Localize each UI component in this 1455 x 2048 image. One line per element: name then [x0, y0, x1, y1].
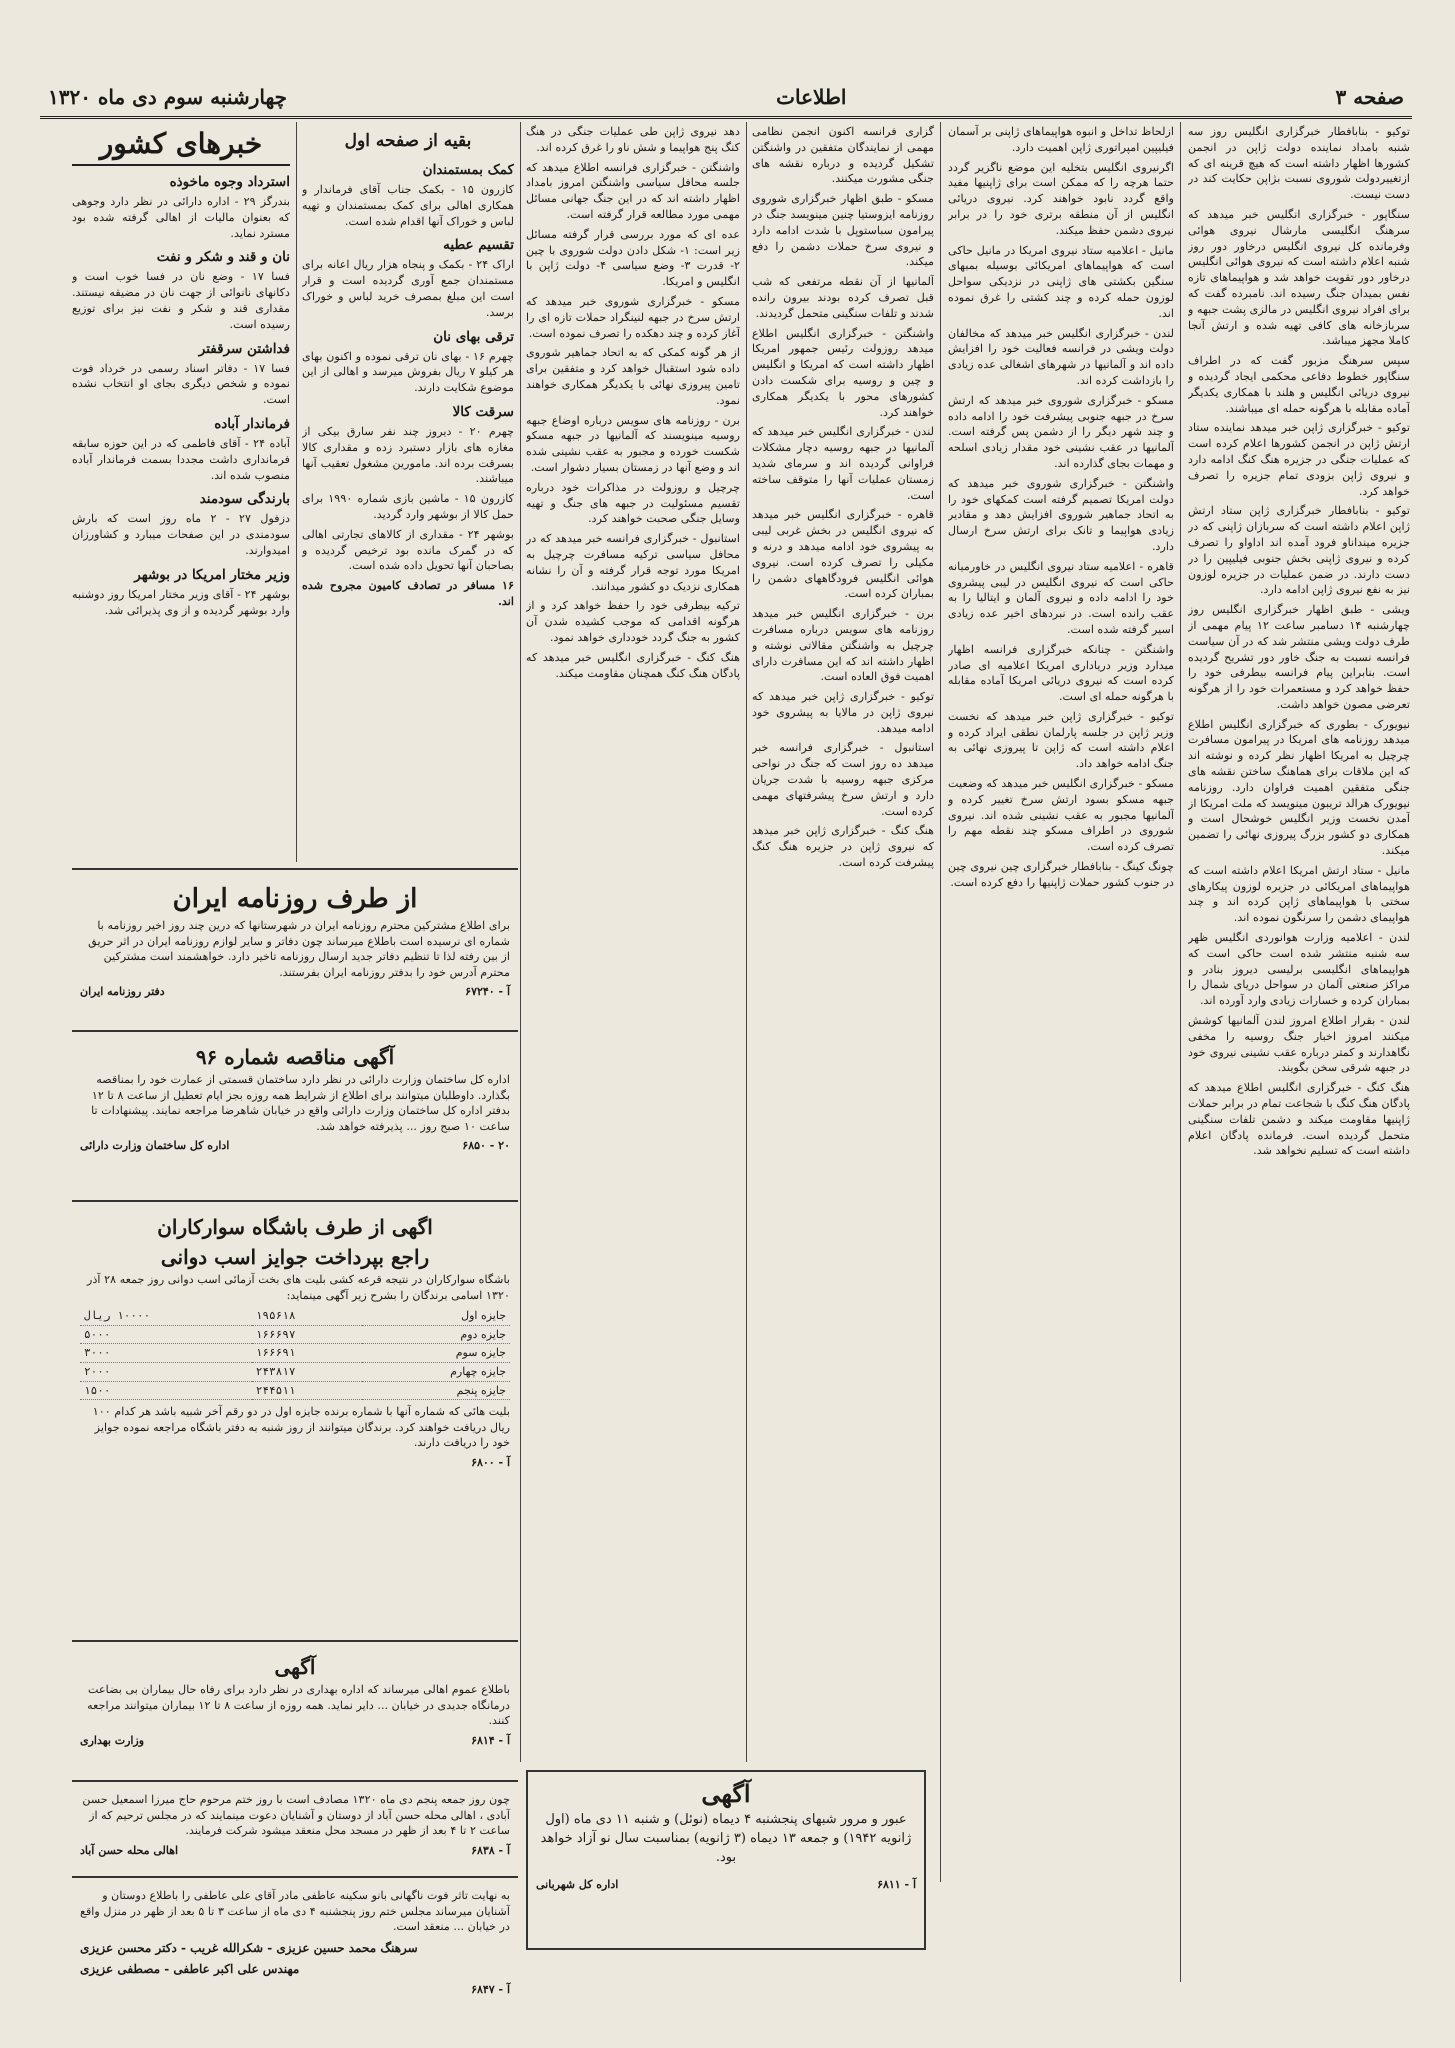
- notice-footer: [80, 984, 510, 1000]
- notice-footer: [80, 1138, 510, 1154]
- news-item: چرچیل و روزولت در مذاکرات خود درباره تقسیم مسئولیت در جبهه های جنگ و تهیه وسایل جنگی صحبت خواهند کرد.: [526, 480, 740, 526]
- sub-heading: سرقت کالا: [452, 403, 514, 420]
- section-divider: [72, 1200, 518, 1202]
- news-item: نیویورک - بطوری که خبرگزاری انگلیس اطلاع میدهد روزنامه های امریکا در پیرامون مسافرت چرچیل به امریکا اظهار نظر کرده و نوشته اند که این ملاقات برای هماهنگ ساختن نقشه های جنگی متفقین اهمیت فراوان دارد. روزنامه نیویورک هرالد تریبون مینویسد که ملت امریکا از آمدن نخست وزیر انگلیس خوشحال است و همکاری دو کشور بزرگ پیروزی نهائی را تضمین میکند.: [1188, 717, 1410, 858]
- notice-code: آ - ۶۸۳۸: [471, 1843, 510, 1857]
- news-item: هنگ کنگ - خبرگزاری انگلیس خبر میدهد که پادگان هنگ کنگ همچنان مقاومت میکند.: [526, 650, 740, 680]
- section-heading: بقیه از صفحه اول: [344, 131, 472, 151]
- sub-heading: ترقی بهای نان: [433, 328, 514, 345]
- notice-signature: اداره کل ساختمان وزارت دارائی: [80, 1139, 230, 1153]
- news-item: بوشهر ۲۴ - آقای وزیر مختار امریکا روز دوشنبه وارد بوشهر گردیده و از وی پذیرائی شد.: [72, 587, 290, 617]
- paper-name: اطلاعات: [776, 85, 847, 109]
- table-row: [80, 1307, 510, 1325]
- page-number: صفحه ۳: [1335, 85, 1404, 109]
- news-item: برن - روزنامه های سویس درباره اوضاع جبهه روسیه مینویسند که آلمانیها در جبهه مسکو شکست خورده و مجبور به عقب نشینی شده اند و وضع آنها در زمستان بسیار دشوار است.: [526, 413, 740, 474]
- news-item: توکیو - خبرگزاری ژاپن خبر میدهد که نخست وزیر ژاپن در جلسه پارلمان نطقی ایراد کرده و اعلام داشته است که ژاپن تا پیروزی نهائی به جنگ ادامه خواهد داد.: [948, 709, 1174, 771]
- news-item: ازلحاظ تداخل و انبوه هواپیماهای ژاپنی بر آسمان فیلیپین امپراتوری ژاپن اهمیت دارد.: [948, 125, 1174, 154]
- table-row: [80, 1362, 510, 1381]
- news-item: چونگ کینگ - بنابافطار خبرگزاری چین نیروی چین در جنوب کشور حملات ژاپنیها را دفع کرده است.: [948, 860, 1174, 889]
- prize-label: جایزه چهارم: [362, 1362, 510, 1381]
- notice-signature: اهالی محله حسن آباد: [80, 1843, 179, 1857]
- ticket-number: ۲۴۳۸۱۷: [252, 1362, 362, 1381]
- column-divider: [940, 122, 941, 1882]
- notice-code: ۲۰ - ۶۸۵۰: [462, 1139, 510, 1153]
- news-item: هنگ کنگ - خبرگزاری انگلیس اطلاع میدهد که پادگان هنگ کنگ با شجاعت تمام در برابر حملات ژاپنیها مقاومت میکند و دشمن تلفات سنگینی متحمل گردیده است. فرمانده پادگان اعلام داشته است که تسلیم نخواهد شد.: [1188, 1081, 1410, 1158]
- prize-table: [80, 1307, 510, 1400]
- news-item: مسکو - خبرگزاری انگلیس خبر میدهد که وضعیت جبهه مسکو بسود ارتش سرخ تغییر کرده و آلمانیها مجبور به عقب نشینی شده اند. نیروی شوروی در اطراف مسکو چند نقطه مهم را تصرف کرده است.: [948, 777, 1174, 854]
- news-item: آباده ۲۴ - آقای فاطمی که در این حوزه سابقه فرمانداری داشت مجددا بسمت فرماندار آباده منصوب شده اند.: [72, 436, 290, 482]
- news-item: اراک ۲۴ - بکمک و پنجاه هزار ریال اعانه برای مستمندان جمع آوری گردیده است و قرار است این مبلغ بمصرف خرید لباس و خوراک برسد.: [302, 258, 514, 319]
- notice-code: آ - ۶۸۱۴: [471, 1733, 510, 1747]
- sub-heading: نان و قند و شکر و نفت: [156, 249, 290, 266]
- prize-label: جایزه پنجم: [362, 1381, 510, 1400]
- notice-title: آگهی: [274, 1655, 316, 1679]
- news-item: آلمانیها از آن نقطه مرتفعی که شب قبل تصرف کرده بودند بیرون رانده شدند و تلفات سنگینی متحمل گردیدند.: [752, 275, 934, 320]
- news-item: مسکو - طبق اظهار خبرگزاری شوروی روزنامه ایزوستیا چنین مینویسد جنگ در پیرامون سباستوپل با شدت ادامه دارد و نیروی سرخ حملات دشمن را دفع میکند.: [752, 192, 934, 269]
- sub-heading: کمک بمستمندان: [422, 162, 514, 178]
- section-title: خبرهای کشور: [72, 124, 290, 166]
- horse-racing-notice: [72, 1206, 518, 1636]
- prize-amount: ۳۰۰۰: [80, 1344, 252, 1363]
- prize-label: جایزه دوم: [362, 1325, 510, 1344]
- notice-body: برای اطلاع مشترکین محترم روزنامه ایران در شهرستانها که درین چند روز اخیر روزنامه با شماره ای نرسیده است باطلاع میرساند چون دفاتر و سایر لوازم روزنامه ایران در اثر حریق از بین رفته لذا تا تنظیم دفاتر جدید ارسال روزنامه تاخیر دارد. خواهشمند است مشترکین محترم آدرس خود را بدفتر روزنامه ایران بفرستند.: [88, 919, 510, 979]
- news-item: گزاری فرانسه اکنون انجمن نظامی مهمی از نمایندگان متفقین در واشنگتن تشکیل گردیده و درباره نقشه های جنگی مشورت میکنند.: [752, 125, 934, 186]
- news-column-1: [1188, 124, 1410, 2014]
- notice-title: اگهی از طرف باشگاه سوارکاران: [157, 1215, 433, 1239]
- news-item: دهد نیروی ژاپن طی عملیات جنگی در هنگ کنگ پنج هواپیما و شش ناو را غرق کرده اند.: [526, 125, 740, 154]
- memorial-announcement: [72, 1786, 518, 1872]
- news-item: کازرون ۱۵ - بکمک جناب آقای فرماندار و همکاری اهالی برای کمک بمستمندان و تهیه لباس و خوراک آنها اقدام شده است.: [302, 183, 514, 228]
- ticket-number: ۱۹۵۶۱۸: [252, 1307, 362, 1325]
- ticket-number: ۱۶۶۶۹۱: [252, 1344, 362, 1363]
- news-item: استانبول - خبرگزاری فرانسه خبر میدهد که در محافل سیاسی ترکیه مسافرت چرچیل به امریکا مورد توجه قرار گرفته و آن را نشانه همکاری نزدیک دو کشور میدانند.: [526, 532, 740, 593]
- health-announcement: [72, 1646, 518, 1776]
- tender-notice: [72, 1036, 518, 1196]
- news-item: واشنگتن - خبرگزاری فرانسه اطلاع میدهد که جلسه محافل سیاسی واشنگتن امروز بامداد اظهار داشته اند که در این جنگ جهانی مسائل مهمی مورد مطالعه قرار گرفته است.: [526, 160, 740, 221]
- sub-heading: بارندگی سودمند: [199, 491, 290, 508]
- news-column-6: [72, 124, 290, 864]
- notice-signature: سرهنگ محمد حسین عزیزی - شکرالله غریب - دکتر محسن عزیزی: [80, 1940, 418, 1955]
- news-column-4: [526, 124, 740, 1754]
- prize-label: جایزه اول: [362, 1307, 510, 1325]
- column-divider: [520, 122, 521, 1762]
- news-item: واشنگتن - خبرگزاری شوروی خبر میدهد که دولت امریکا تصمیم گرفته است کمکهای خود را به اتحاد جماهیر شوروی افزایش دهد و مقادیر زیادی هواپیما و تانک برای ارتش سرخ ارسال دارد.: [948, 476, 1174, 553]
- news-item: فسا ۱۷ - دفاتر اسناد رسمی در خرداد فوت نموده و شخص دیگری بجای او انتخاب نشده است.: [72, 361, 290, 407]
- notice-body: عبور و مرور شبهای پنجشنبه ۴ دیماه (نوئل) و شنبه ۱۱ دی ماه (اول ژانویه ۱۹۴۲) و جمعه ۱۳ دیماه (۳ ژانویه) بمناسبت سال نو آزاد خواهد بود.: [540, 1812, 912, 1865]
- masthead: [40, 78, 1412, 119]
- column-divider: [1180, 122, 1181, 1982]
- notice-code: آ - ۶۸۰۰: [471, 1455, 510, 1469]
- news-item: چهرم ۲۰ - دیروز چند نفر سارق بیکی از مغازه های بازار دستبرد زده و مقداری کالا بسرقت برده اند. مامورین مشغول تعقیب آنها میباشند.: [302, 424, 514, 486]
- notice-footer: [80, 1982, 510, 1998]
- section-divider: [72, 1640, 518, 1642]
- notice-intro: باشگاه سوارکاران در نتیجه قرعه کشی بلیت های بخت آزمائی اسب دوانی روز جمعه ۲۸ آذر ۱۳۲۰ اسامی برندگان را بشرح زیر آگهی مینماید:: [87, 1273, 510, 1302]
- news-item: واشنگتن - خبرگزاری انگلیس اطلاع میدهد روزولت رئیس جمهور امریکا اظهار داشته است که امریکا و انگلیس و چین و روسیه برای شکست دادن کشورهای محور با یکدیگر همکاری خواهند کرد.: [752, 326, 934, 419]
- column-divider: [746, 122, 747, 1762]
- sub-heading: استرداد وجوه ماخوذه: [169, 174, 290, 190]
- news-column-3: [752, 124, 934, 1754]
- news-item: توکیو - بنابافطار خبرگزاری انگلیس روز سه شنبه بامداد نماینده دولت ژاپن در انجمن کشورها اظهار داشته است که هیچ قرینه ای که ازتغییردولت شوروی نسبت بژاپن حکایت کند در دست نیست.: [1188, 125, 1410, 202]
- news-item: کازرون ۱۵ - ماشین بازی شماره ۱۹۹۰ برای حمل کالا از بوشهر وارد گردید.: [302, 492, 514, 521]
- news-item: استانبول - خبرگزاری فرانسه خبر میدهد ده روز است که جنگ در نواحی مرکزی جبهه روسیه با شدت جریان دارد و ارتش سرخ پیشرفتهای مهمی کرده است.: [752, 741, 934, 818]
- news-item: هنگ کنگ - خبرگزاری ژاپن خبر میدهد که نیروی ژاپن در جزیره هنگ کنگ پیشرفت کرده است.: [752, 824, 934, 870]
- notice-body: بلیت هائی که شماره آنها با شماره برنده جایزه اول در دو رقم آخر شبیه باشد هر کدام ۱۰۰ ریال دریافت خواهند کرد. برندگان میتوانند از روز شنبه به دفتر باشگاه مراجعه نموده جوایز خود را دریافت دارند.: [92, 1405, 510, 1450]
- news-item: توکیو - بنابافطار خبرگزاری ژاپن ستاد ارتش ژاپن اعلام داشته است که سربازان ژاپنی که در جزیره مینداناو فرود آمده اند اداواو را تصرف کرده و نیروی ژاپنی بخش جنوبی فیلیپین را در دست دارند. در ضمن عملیات در جزیره لوزون نیز به نفع نیروی ژاپن ادامه دارد.: [1188, 504, 1410, 597]
- ticket-number: ۲۴۴۵۱۱: [252, 1381, 362, 1400]
- sub-heading: فرماندار آباده: [214, 415, 290, 432]
- news-item: سنگاپور - خبرگزاری انگلیس خبر میدهد که سرهنگ انگلیسی مارشال نیروی هوائی وفرمانده کل نیروی انگلیس درخاور دور روز شنبه اعلام داشته است که نیروی هوائی انگلیس درخاور دور تقویت خواهد شد و هواپیماهای تازه نفس بمیدان جنگ رسیده اند. نامبرده گفت که برای افراد نیروی انگلیس در مالزی پشت جبهه و سربازخانه های کافی تهیه شده و ارتش آنجا کاملا مجهز میباشد.: [1188, 207, 1410, 348]
- news-item: بوشهر ۲۴ - مقداری از کالاهای تجارتی اهالی که در گمرک مانده بود ترخیص گردیده و بصاحبان آنها تحویل داده شده است.: [302, 527, 514, 573]
- notice-body: چون روز جمعه پنجم دی ماه ۱۳۲۰ مصادف است با روز ختم مرحوم حاج میرزا اسمعیل حسن آبادی ، اهالی محله حسن آباد از دوستان و آشنایان دعوت مینمایند که در مجلس ترحیم که از ساعت ۲ تا ۴ بعد از ظهر در مسجد محل منعقد میشود شرکت فرمایند.: [82, 1793, 510, 1838]
- notice-code: آ - ۶۸۱۱: [877, 1878, 916, 1891]
- issue-date: چهارشنبه سوم دی ماه ۱۳۲۰: [48, 85, 288, 109]
- notice-footer: [536, 1877, 916, 1893]
- news-item: عده ای که مورد بررسی قرار گرفته مسائل زیر است: ۱- شکل دادن دولت شوروی با چین ۲- قدرت ۳- وضع سیاسی ۴- دولت ژاپن با انگلیس و امریکا.: [526, 227, 740, 289]
- prize-amount: ۱۰۰۰۰ ریال: [80, 1307, 252, 1325]
- sub-heading: وزیر مختار امریکا در بوشهر: [134, 566, 290, 583]
- table-row: [80, 1344, 510, 1363]
- news-column-5: [302, 124, 514, 864]
- news-item: فسا ۱۷ - وضع نان در فسا خوب است و دکانهای نانوائی از جهت نان در مضیقه نیستند. مقداری قند و شکر و نفت نیز برای توزیع رسیده است.: [72, 270, 290, 331]
- prize-amount: ۵۰۰۰: [80, 1325, 252, 1344]
- news-item: ویشی - طبق اظهار خبرگزاری انگلیس روز چهارشنبه ۱۴ دسامبر ساعت ۱۲ پیام مهمی از طرف دولت ویشی منتشر شد که در آن سیاست فرانسه نسبت به جنگ خاور دور تشریح گردیده است. بنابراین پیام فرانسه بیطرفی خود را حفظ خواهد کرد و مستعمرات خود را از هرگونه تعرضی مصون خواهد داشت.: [1188, 603, 1410, 711]
- notice-body: اداره کل ساختمان وزارت دارائی در نظر دارد ساختمان قسمتی از عمارت خود را بمناقصه بگذارد. داوطلبان میتوانند برای اطلاع از شرایط همه روزه بجز ایام تعطیل از ساعت ۸ تا ۱۲ بدفتر اداره کل ساختمان وزارت دارائی واقع در خیابان شاهرضا مراجعه نمایند. پیشنهادات تا ساعت ۱۰ صبح روز ... پذیرفته خواهد شد.: [91, 1073, 510, 1133]
- section-divider: [72, 1780, 518, 1782]
- notice-signature: دفتر روزنامه ایران: [80, 985, 165, 999]
- news-item: سپس سرهنگ مزبور گفت که در اطراف سنگاپور خطوط دفاعی محکمی ایجاد گردیده و نیروی دریائی انگلیس و هلند با همکاری یکدیگر آماده مقابله با هرگونه حمله ای میباشند.: [1188, 354, 1410, 415]
- sub-heading: تقسیم عطیه: [443, 237, 514, 254]
- column-divider: [296, 122, 297, 862]
- iran-newspaper-notice: [72, 874, 518, 1024]
- sub-heading: فداشتن سرقفتر: [198, 340, 290, 357]
- news-item: اگرنیروی انگلیس بتخلیه این موضع ناگزیر گردد حتما هرچه را که ممکن است برای ژاپنیها مفید واقع گردد نابود خواهند کرد. نیروی دریائی انگلیس از آن منطقه برتری خود را در برابر نیروی دشمن حفظ میکند.: [948, 160, 1174, 237]
- news-item: واشنگتن - چنانکه خبرگزاری فرانسه اظهار میدارد وزیر دریاداری امریکا اعلامیه ای صادر کرده است که نیروی دریائی امریکا آماده مقابله با هرگونه حمله ای است.: [948, 642, 1174, 704]
- notice-title: آگهی: [701, 1779, 751, 1808]
- ticket-number: ۱۶۶۶۹۷: [252, 1325, 362, 1344]
- notice-body: باطلاع عموم اهالی میرساند که اداره بهداری در نظر دارد برای رفاه حال بیماران بی بضاعت درمانگاه جدیدی در خیابان ... دایر نماید. همه روزه از ساعت ۸ تا ۱۲ بیماران میتوانند مراجعه کنند.: [87, 1683, 510, 1728]
- notice-footer: [80, 1733, 510, 1749]
- prize-amount: ۱۵۰۰: [80, 1381, 252, 1400]
- news-item: مانیل - اعلامیه ستاد نیروی امریکا در مانیل حاکی است که هواپیماهای امریکائی بوسیله بمبهای سنگین بکشتی های ژاپنی در نزدیکی سواحل لوزون حمله کرده و چند کشتی را غرق نموده اند.: [948, 243, 1174, 320]
- news-item: قاهره - خبرگزاری انگلیس خبر میدهد که نیروی انگلیس در بخش غربی لیبی به پیشروی خود ادامه میدهد و درنه و مکیلی را تصرف کرده است. نیروی هوائی انگلیس فرودگاههای دشمن را بمباران کرده است.: [752, 508, 934, 601]
- news-item: ۱۶ مسافر در تصادف کامیون مجروح شده اند.: [302, 578, 514, 608]
- notice-code: آ - ۶۷۲۴۰: [465, 985, 510, 999]
- news-item: مسکو - خبرگزاری شوروی خبر میدهد که ارتش سرخ در جبهه لنینگراد حملات تازه ای را آغاز کرده و چند دهکده را تصرف نموده است.: [526, 294, 740, 340]
- notice-code: آ - ۶۸۴۷: [471, 1982, 510, 1996]
- section-divider: [72, 1876, 518, 1878]
- news-item: مانیل - ستاد ارتش امریکا اعلام داشته است که هواپیماهای امریکائی در جزیره لوزون پیکارهای سختی با هواپیماهای ژاپن کرده اند و چند هواپیمای دشمن را سرنگون نموده اند.: [1188, 863, 1410, 925]
- news-item: دزفول ۲۷ - ۲ ماه روز است که بارش سودمندی در این صفحات میبارد و کشاورزان امیدوارند.: [72, 512, 290, 557]
- traffic-notice: [526, 1770, 926, 1950]
- news-column-2: [948, 124, 1174, 1874]
- notice-subtitle: راجع بپرداخت جوایز اسب دوانی: [160, 1245, 430, 1269]
- news-item: بندرگز ۲۹ - اداره دارائی در نظر دارد وجوهی که بعنوان مالیات از اهالی گرفته شده بود مسترد نماید.: [72, 195, 290, 240]
- prize-label: جایزه سوم: [362, 1344, 510, 1363]
- notice-footer: [80, 1455, 510, 1471]
- news-item: لندن - اعلامیه وزارت هوانوردی انگلیس ظهر سه شنبه منتشر شده است حاکی است که هواپیماهای انگلیسی برلیسی دیروز بنادر و مراکز صنعتی آلمان در سواحل دریای شمال را بمباران کرده و خسارات زیادی وارد آورده اند.: [1188, 931, 1410, 1008]
- news-item: برن - خبرگزاری انگلیس خبر میدهد روزنامه های سویس درباره مسافرت چرچیل به واشنگتن مقالاتی نوشته و اظهار داشته اند که این مسافرت دارای اهمیت فوق العاده است.: [752, 607, 934, 684]
- news-item: از هر گونه کمکی که به اتحاد جماهیر شوروی داده شود استقبال خواهد کرد و متفقین برای تامین پیروزی نهائی با یکدیگر همکاری خواهند نمود.: [526, 346, 740, 407]
- news-item: چهرم ۱۶ - بهای نان ترقی نموده و اکنون بهای هر کیلو ۷ ریال بفروش میرسد و اهالی از این موضوع شکایت دارند.: [302, 349, 514, 395]
- news-item: توکیو - خبرگزاری ژاپن خبر میدهد نماینده ستاد ارتش ژاپن در انجمن کشورها اعلام کرده است که عملیات جنگی در جزیره هنگ کنگ ادامه دارد و نیروی ژاپن بزودی تمام جزیره را تصرف خواهد کرد.: [1188, 421, 1410, 498]
- table-row: [80, 1381, 510, 1400]
- notice-signature: اداره کل شهربانی: [536, 1878, 619, 1891]
- notice-signature: مهندس علی اکبر عاطفی - مصطفی عزیزی: [80, 1962, 300, 1977]
- news-item: مسکو - خبرگزاری شوروی خبر میدهد که ارتش سرخ در جبهه جنوبی پیشرفت خود را ادامه داده و چند شهر دیگر را از دشمن پس گرفته است. آلمانیها در عقب نشینی خود مقدار زیادی اسلحه و مهمات بجای گذارده اند.: [948, 393, 1174, 470]
- notice-title: از طرف روزنامه ایران: [172, 884, 418, 914]
- news-item: ترکیه بیطرفی خود را حفظ خواهد کرد و از هرگونه اقدامی که موجب کشیده شدن آن کشور به جنگ گردد خودداری خواهد نمود.: [526, 599, 740, 644]
- notice-title: آگهی مناقصه شماره ۹۶: [195, 1045, 395, 1069]
- news-item: لندن - بقرار اطلاع امروز لندن آلمانیها کوشش میکنند امروز اخبار جنگ روسیه را مخفی نگاهدارند و کمتر درباره عقب نشینی نیروی خود در جبهه شرقی سخن بگویند.: [1188, 1014, 1410, 1075]
- table-row: [80, 1325, 510, 1344]
- news-item: لندن - خبرگزاری انگلیس خبر میدهد که آلمانیها در جبهه روسیه دچار مشکلات فراوانی گردیده اند و سرمای شدید زمستان عملیات آنها را متوقف ساخته است.: [752, 425, 934, 502]
- notice-footer: [80, 1843, 510, 1859]
- notice-body: به نهایت تاثر فوت ناگهانی بانو سکینه عاطفی مادر آقای علی عاطفی را باطلاع دوستان و آشنایان میرساند مجلس ختم روز پنجشنبه ۴ دی ماه از ساعت ۳ تا ۵ بعد از ظهر در منزل واقع در خیابان ... منعقد است.: [79, 1889, 510, 1934]
- news-item: قاهره - اعلامیه ستاد نیروی انگلیس در خاورمیانه حاکی است که نیروی انگلیس در لیبی پیشروی خود را ادامه داده و نیروی آلمان و ایتالیا را به عقب رانده است. در نبردهای اخیر عده زیادی اسیر گرفته شده است.: [948, 559, 1174, 636]
- prize-amount: ۲۰۰۰: [80, 1362, 252, 1381]
- news-item: توکیو - خبرگزاری ژاپن خبر میدهد که نیروی ژاپن در مالایا به پیشروی خود ادامه میدهد.: [752, 690, 934, 735]
- condolence-announcement: [72, 1882, 518, 2012]
- section-divider: [72, 1030, 518, 1032]
- notice-signature: وزارت بهداری: [80, 1733, 145, 1747]
- section-divider: [72, 868, 518, 870]
- news-item: لندن - خبرگزاری انگلیس خبر میدهد که مخالفان دولت ویشی در فرانسه فعالیت خود را افزایش داده اند و آلمانیها در شهرهای اشغالی عده زیادی را بازداشت کرده اند.: [948, 326, 1174, 387]
